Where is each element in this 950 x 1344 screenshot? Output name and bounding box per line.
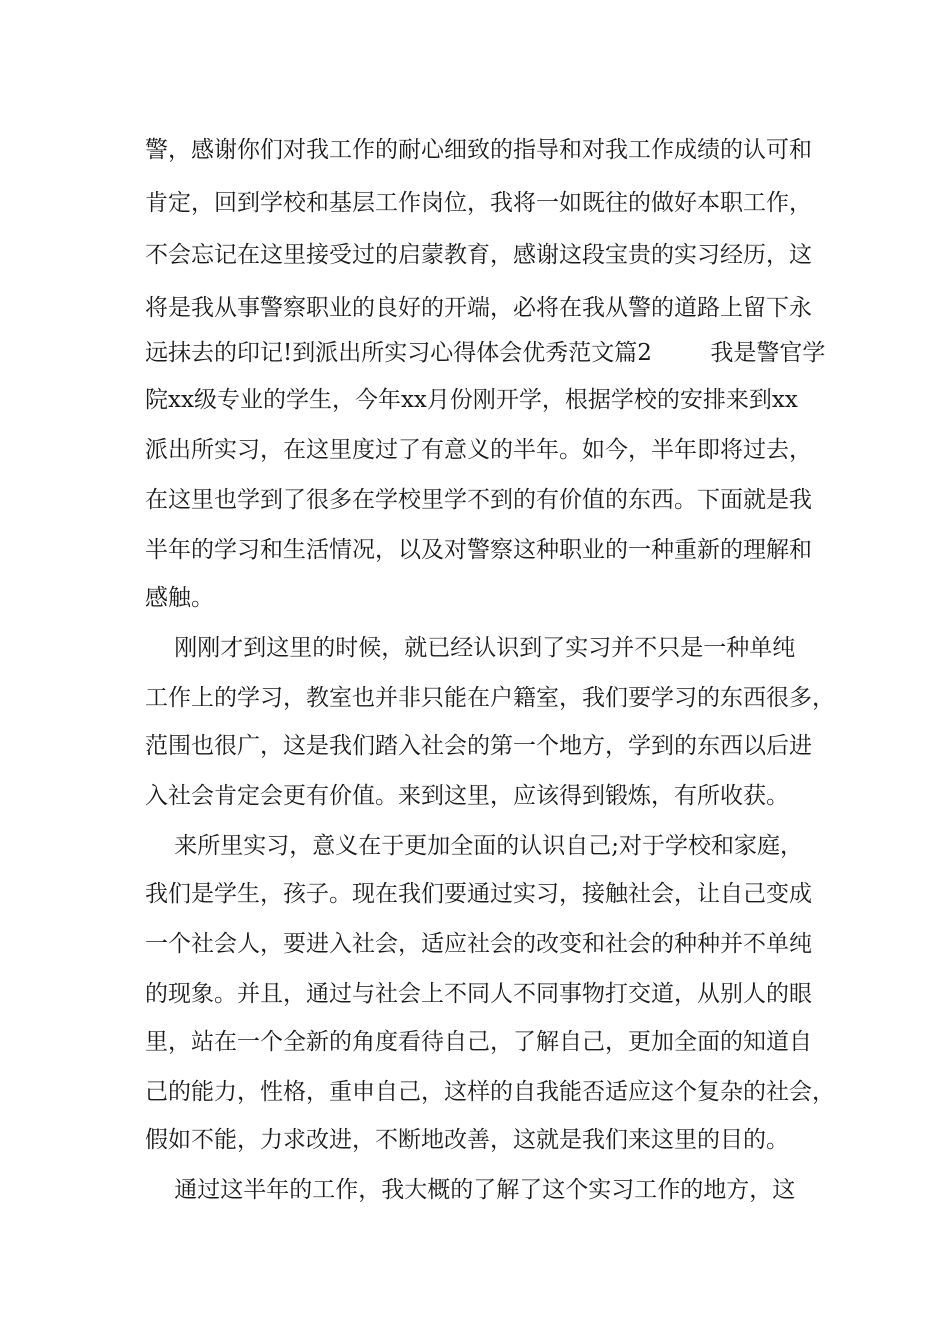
text-line: 在这里也学到了很多在学校里学不到的有价值的东西。下面就是我 xyxy=(145,487,812,513)
text-line: 感触。 xyxy=(145,585,214,611)
text-line: 不会忘记在这里接受过的启蒙教育，感谢这段宝贵的实习经历，这 xyxy=(145,242,812,268)
text-line: 入社会肯定会更有价值。来到这里，应该得到锻炼，有所收获。 xyxy=(145,783,789,809)
text-line: 的现象。并且，通过与社会上不同人不同事物打交道，从别人的眼 xyxy=(145,981,812,1007)
text-line: 肯定，回到学校和基层工作岗位，我将一如既往的做好本职工作， xyxy=(145,190,812,216)
text-line: 派出所实习，在这里度过了有意义的半年。如今，半年即将过去， xyxy=(145,437,812,463)
text-line: 假如不能，力求改进，不断地改善，这就是我们来这里的目的。 xyxy=(145,1127,789,1153)
text-line: 远抹去的印记!到派出所实习心得体会优秀范文篇2 我是警官学 xyxy=(145,340,826,366)
text-line: 半年的学习和生活情况，以及对警察这种职业的一种重新的理解和 xyxy=(145,537,812,563)
text-line: 通过这半年的工作，我大概的了解了这个实习工作的地方，这 xyxy=(145,1177,796,1203)
text-line: 来所里实习，意义在于更加全面的认识自己;对于学校和家庭， xyxy=(145,833,803,859)
text-line: 一个社会人，要进入社会，适应社会的改变和社会的种种并不单纯 xyxy=(145,931,812,957)
text-line: 己的能力，性格，重申自己，这样的自我能否适应这个复杂的社会， xyxy=(145,1079,835,1105)
text-line: 院xx级专业的学生，今年xx月份刚开学，根据学校的安排来到xx xyxy=(145,387,798,413)
text-line: 将是我从事警察职业的良好的开端，必将在我从警的道路上留下永 xyxy=(145,295,812,321)
text-line: 警，感谢你们对我工作的耐心细致的指导和对我工作成绩的认可和 xyxy=(145,137,812,163)
text-line: 里，站在一个全新的角度看待自己，了解自己，更加全面的知道自 xyxy=(145,1029,812,1055)
text-line: 我们是学生，孩子。现在我们要通过实习，接触社会，让自己变成 xyxy=(145,881,812,907)
text-line: 范围也很广，这是我们踏入社会的第一个地方，学到的东西以后进 xyxy=(145,733,812,759)
text-line: 刚刚才到这里的时候，就已经认识到了实习并不只是一种单纯 xyxy=(145,635,796,661)
text-line: 工作上的学习，教室也并非只能在户籍室，我们要学习的东西很多， xyxy=(145,685,835,711)
